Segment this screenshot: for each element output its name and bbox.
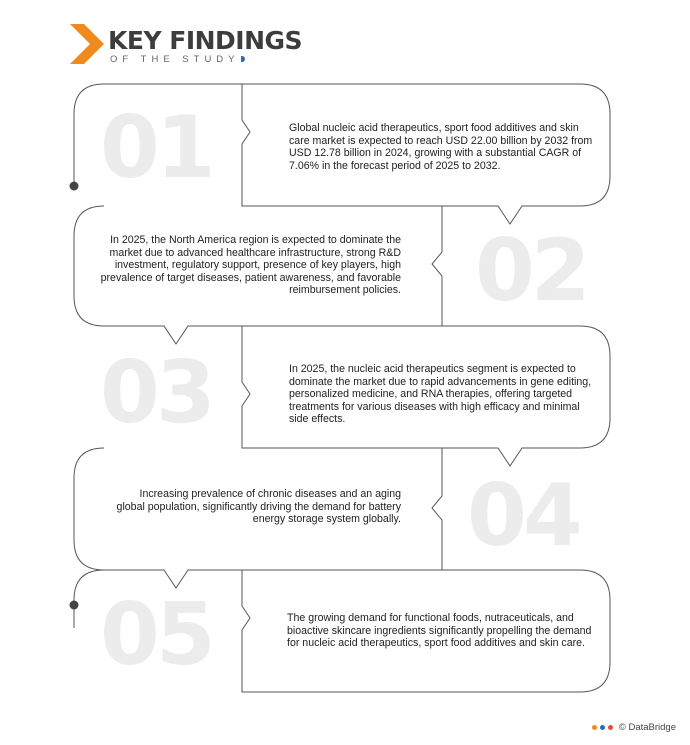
- brand-dot-icon: [608, 725, 613, 730]
- page-title: KEY FINDINGS: [108, 26, 303, 55]
- finding-text-4: Increasing prevalence of chronic diseases and an aging global population, significantly driving the demand for battery energy storage system globally.: [116, 488, 401, 525]
- finding-text-5: The growing demand for functional foods, nutraceuticals, and bioactive skincare ingredients significantly propelling the demand for nucleic acid therapeutics, sport food additives and skin care.: [287, 612, 592, 649]
- finding-number-1: 01: [100, 98, 212, 198]
- finding-number-2: 02: [475, 221, 587, 321]
- brand-dot-icon: [600, 725, 605, 730]
- finding-number-5: 05: [100, 585, 212, 685]
- brand-text: © DataBridge: [618, 722, 676, 733]
- subtitle-text: OF THE STUDY: [110, 54, 240, 65]
- timeline-start-dot: [70, 182, 79, 191]
- brand-dot-icon: [592, 725, 597, 730]
- finding-text-2: In 2025, the North America region is expected to dominate the market due to advanced healthcare infrastructure, strong R&D investment, regulatory support, presence of key players, high prevalence of target diseases, patient awareness, and favorable reimbursement policies.: [100, 234, 401, 296]
- finding-number-4: 04: [467, 466, 579, 566]
- finding-text-3: In 2025, the nucleic acid therapeutics segment is expected to dominate the market due to rapid advancements in gene editing, personalized medicine, and RNA therapies, offering targeted treatments for various diseases with high efficacy and minimal side effects.: [289, 363, 592, 425]
- finding-number-3: 03: [100, 343, 212, 443]
- footer-brand: [592, 722, 676, 733]
- finding-text-1: Global nucleic acid therapeutics, sport food additives and skin care market is expected to reach USD 22.00 billion by 2032 from USD 12.78 billion in 2024, growing with a substantial CAGR of 7.06% in the forecast period of 2025 to 2032.: [289, 122, 593, 172]
- timeline-dot: [70, 601, 79, 610]
